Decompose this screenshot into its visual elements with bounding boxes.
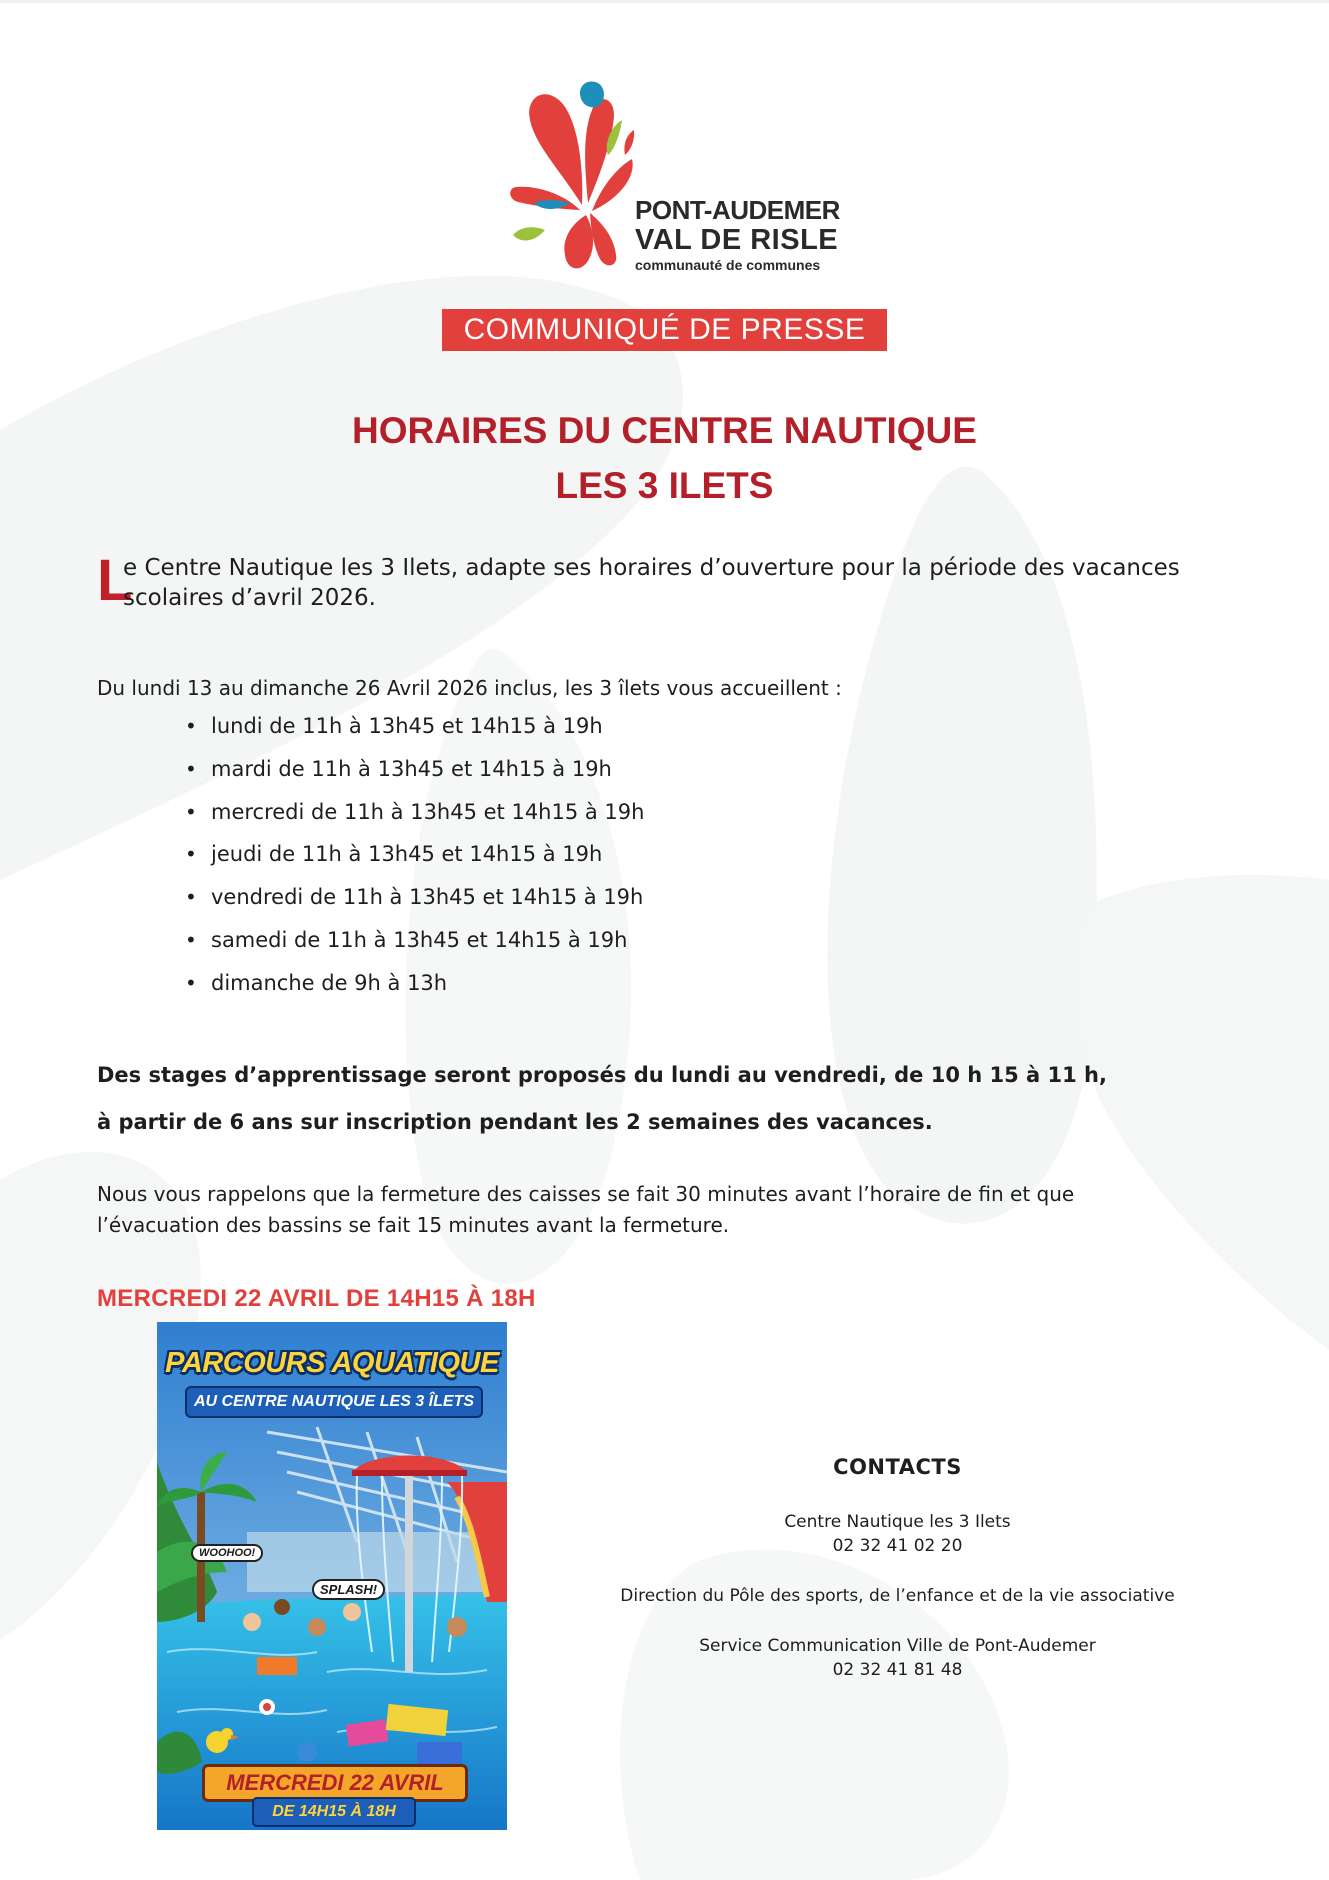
event-poster <box>157 1322 507 1830</box>
poster-date: MERCREDI 22 AVRIL <box>202 1764 468 1802</box>
schedule-item: • lundi de 11h à 13h45 et 14h15 à 19h <box>185 712 644 755</box>
schedule-item: • mercredi de 11h à 13h45 et 14h15 à 19h <box>185 798 644 841</box>
schedule-list <box>185 712 644 1012</box>
schedule-item: • samedi de 11h à 13h45 et 14h15 à 19h <box>185 926 644 969</box>
contact-line: Centre Nautique les 3 Ilets <box>784 1512 1011 1532</box>
poster-bubble-splash: SPLASH! <box>312 1579 385 1600</box>
poster-subtitle: AU CENTRE NAUTIQUE LES 3 ÎLETS <box>185 1386 483 1418</box>
logo <box>510 75 850 285</box>
contact-line: Service Communication Ville de Pont-Audemer <box>699 1636 1096 1656</box>
logo-name-line1: PONT-AUDEMER <box>635 195 840 225</box>
event-date: MERCREDI 22 AVRIL DE 14H15 À 18H <box>97 1285 536 1312</box>
poster-bubble-woohoo: WOOHOO! <box>191 1544 263 1562</box>
poster-title: PARCOURS AQUATIQUE <box>165 1347 499 1379</box>
schedule-item: • jeudi de 11h à 13h45 et 14h15 à 19h <box>185 840 644 883</box>
page-title-line2: LES 3 ILETS <box>555 465 774 506</box>
stages-line1: Des stages d’apprentissage seront proposés du lundi au vendredi, de 10 h 15 à 11 h, <box>97 1063 1107 1087</box>
reminder-line1: Nous vous rappelons que la fermeture des caisses se fait 30 minutes avant l’horaire de fin et que <box>97 1182 1075 1206</box>
page-title-line1: HORAIRES DU CENTRE NAUTIQUE <box>352 410 977 451</box>
schedule-period: Du lundi 13 au dimanche 26 Avril 2026 inclus, les 3 îlets vous accueillent : <box>97 676 842 700</box>
logo-petals-icon <box>510 75 635 275</box>
intro-dropcap: L <box>97 548 133 613</box>
schedule-item: • vendredi de 11h à 13h45 et 14h15 à 19h <box>185 883 644 926</box>
contact-line: Direction du Pôle des sports, de l’enfance et de la vie associative <box>620 1586 1175 1606</box>
press-release-badge: COMMUNIQUÉ DE PRESSE <box>442 309 887 351</box>
contacts-heading: CONTACTS <box>833 1455 962 1479</box>
contact-phone: 02 32 41 02 20 <box>832 1536 963 1556</box>
reminder-line2: l’évacuation des bassins se fait 15 minutes avant la fermeture. <box>97 1213 730 1237</box>
schedule-item: • dimanche de 9h à 13h <box>185 969 644 1012</box>
logo-tagline: communauté de communes <box>635 257 821 273</box>
schedule-item: • mardi de 11h à 13h45 et 14h15 à 19h <box>185 755 644 798</box>
intro-line2: scolaires d’avril 2026. <box>123 585 376 611</box>
poster-time: DE 14H15 À 18H <box>252 1797 416 1827</box>
stages-line2: à partir de 6 ans sur inscription pendant les 2 semaines des vacances. <box>97 1110 933 1134</box>
logo-name-line2: VAL DE RISLE <box>635 224 839 256</box>
intro-line1: e Centre Nautique les 3 Ilets, adapte ses horaires d’ouverture pour la période des vacances <box>123 555 1180 581</box>
contact-phone: 02 32 41 81 48 <box>832 1660 963 1680</box>
